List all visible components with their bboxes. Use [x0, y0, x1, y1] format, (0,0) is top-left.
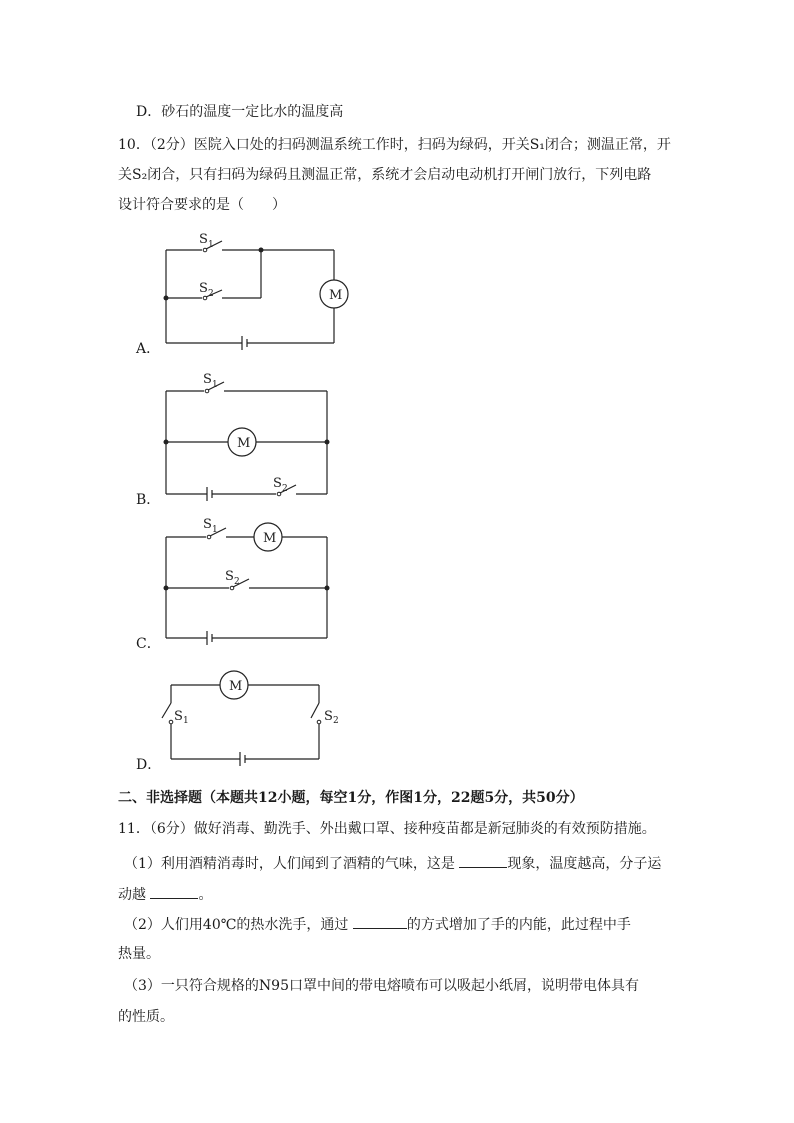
- q11-part1-line2: [118, 884, 212, 905]
- q11-p2-text-a: （2）人们用40℃的热水洗手，通过: [124, 917, 353, 933]
- c-motor-label: M: [263, 531, 277, 546]
- d-s1-sub: 1: [183, 716, 189, 726]
- q10-stem-line3: 设计符合要求的是（ ）: [118, 197, 286, 213]
- d-s1-letter: S: [174, 709, 183, 724]
- q11-part3-line1: （3）一只符合规格的N95口罩中间的带电熔喷布可以吸起小纸屑，说明带电体具有: [124, 978, 639, 994]
- a-motor-label: M: [329, 288, 343, 303]
- q9-option-d: D．砂石的温度一定比水的温度高: [136, 104, 344, 120]
- q11-p1-text-d: 。: [198, 887, 213, 903]
- c-s1-sub: 1: [212, 525, 218, 535]
- q11-p2-text-b: 的方式增加了手的内能，此过程中手: [406, 917, 631, 933]
- q11-blank-3[interactable]: [353, 914, 407, 929]
- q11-part1-line1: [124, 853, 661, 874]
- b-s2-sub: 2: [282, 484, 288, 494]
- b-motor-label: M: [237, 436, 251, 451]
- q10-stem-line1: 10．（2分）医院入口处的扫码测温系统工作时，扫码为绿码，开关S₁闭合；测温正常，开: [118, 137, 671, 153]
- option-b-label[interactable]: B．: [136, 492, 161, 508]
- a-s2-letter: S: [199, 281, 208, 296]
- d-s2-sub: 2: [333, 716, 339, 726]
- q10-stem-line2: 关S₂闭合，只有扫码为绿码且测温正常，系统才会启动电动机打开闸门放行，下列电路: [118, 167, 652, 183]
- b-s2-letter: S: [273, 476, 282, 491]
- q11-p1-text-b: 现象，温度越高，分子运: [507, 856, 662, 872]
- c-s2-letter: S: [225, 569, 234, 584]
- q11-p1-text-c: 动越: [118, 887, 151, 903]
- b-s1-sub: 1: [212, 380, 218, 390]
- a-s1-sub: 1: [208, 240, 214, 250]
- option-d-label[interactable]: D．: [136, 757, 162, 773]
- q11-part2-line1: [124, 914, 631, 935]
- d-s2-letter: S: [324, 709, 333, 724]
- c-s2-sub: 2: [234, 577, 240, 587]
- q11-part2-line2: 热量。: [118, 946, 160, 962]
- a-s1-letter: S: [199, 232, 208, 247]
- option-a-label[interactable]: A．: [136, 341, 161, 357]
- a-s2-sub: 2: [208, 289, 214, 299]
- q11-blank-2[interactable]: [150, 884, 198, 899]
- c-s1-letter: S: [203, 517, 212, 532]
- q11-p1-text-a: （1）利用酒精消毒时，人们闻到了酒精的气味，这是: [124, 856, 460, 872]
- q11-stem: 11．（6分）做好消毒、勤洗手、外出戴口罩、接种疫苗都是新冠肺炎的有效预防措施。: [118, 821, 656, 837]
- section-2-title: 二、非选择题（本题共12小题，每空1分，作图1分，22题5分，共50分）: [118, 790, 584, 806]
- d-motor-label: M: [229, 679, 243, 694]
- q11-part3-line2: 的性质。: [118, 1009, 174, 1025]
- option-c-label[interactable]: C．: [136, 636, 161, 652]
- q11-blank-1[interactable]: [459, 853, 507, 868]
- b-s1-letter: S: [203, 372, 212, 387]
